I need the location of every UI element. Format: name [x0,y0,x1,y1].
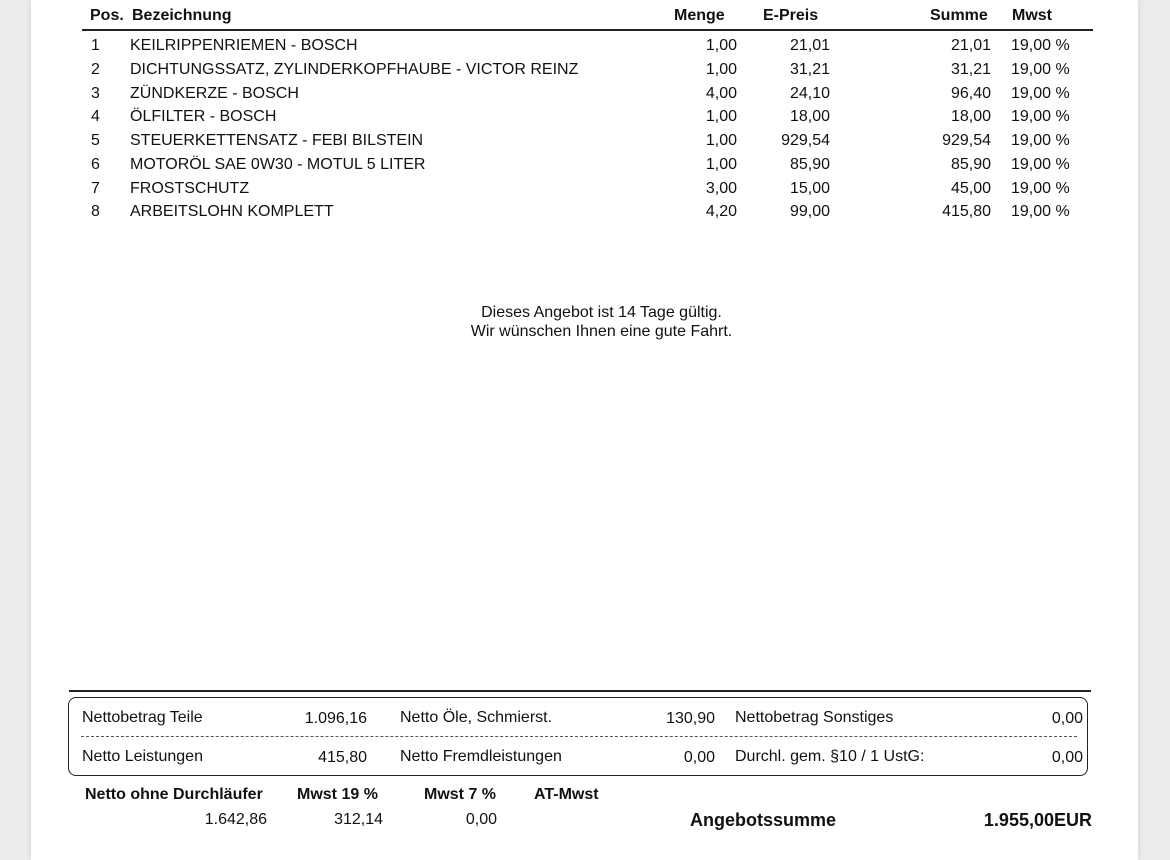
note-validity: Dieses Angebot ist 14 Tage gültig. [481,304,722,321]
table-row [31,132,1138,155]
row-mwst: 19,00 % [1011,180,1070,197]
row-epreis: 31,21 [789,61,830,78]
row-summe: 18,00 [950,108,991,125]
row-menge: 1,00 [705,156,737,173]
row-menge: 3,00 [705,180,737,197]
row-summe: 96,40 [950,85,991,102]
row-pos: 2 [91,61,100,78]
header-bezeichnung: Bezeichnung [132,7,232,24]
row-epreis: 99,00 [789,203,830,220]
header-menge: Menge [674,7,725,24]
row-epreis: 18,00 [789,108,830,125]
at-mwst-label: AT-Mwst [534,786,599,803]
row-summe: 85,90 [950,156,991,173]
row-menge: 1,00 [705,132,737,149]
row-pos: 6 [91,156,100,173]
row-mwst: 19,00 % [1011,156,1070,173]
totals-box [68,697,1088,776]
table-row [31,156,1138,179]
table-row [31,180,1138,203]
row-description: ZÜNDKERZE - BOSCH [130,85,299,102]
row-epreis: 15,00 [789,180,830,197]
row-mwst: 19,00 % [1011,203,1070,220]
netto-fremd-value: 0,00 [683,749,715,766]
table-row [31,85,1138,108]
header-summe: Summe [930,7,988,24]
netto-teile-label: Nettobetrag Teile [82,709,203,726]
header-pos: Pos. [90,7,124,24]
row-summe: 415,80 [942,203,991,220]
row-description: ARBEITSLOHN KOMPLETT [130,203,334,220]
table-row [31,203,1138,226]
row-menge: 4,20 [705,203,737,220]
header-rule [82,29,1093,31]
footer-rule [69,690,1091,692]
row-summe: 929,54 [942,132,991,149]
row-description: ÖLFILTER - BOSCH [130,108,277,125]
row-mwst: 19,00 % [1011,61,1070,78]
row-epreis: 929,54 [781,132,830,149]
durchl-label: Durchl. gem. §10 / 1 UstG: [735,748,925,765]
row-description: MOTORÖL SAE 0W30 - MOTUL 5 LITER [130,156,426,173]
netto-ohne-value: 1.642,86 [204,811,267,828]
netto-oele-value: 130,90 [666,710,715,727]
mwst19-value: 312,14 [334,811,383,828]
netto-leistungen-value: 415,80 [318,749,367,766]
netto-fremd-label: Netto Fremdleistungen [400,748,562,765]
row-pos: 5 [91,132,100,149]
row-description: KEILRIPPENRIEMEN - BOSCH [130,37,358,54]
row-mwst: 19,00 % [1011,37,1070,54]
table-row [31,61,1138,84]
row-menge: 1,00 [705,37,737,54]
table-row [31,37,1138,60]
row-summe: 21,01 [950,37,991,54]
row-description: STEUERKETTENSATZ - FEBI BILSTEIN [130,132,424,149]
row-menge: 4,00 [705,85,737,102]
table-row [31,108,1138,131]
row-pos: 1 [91,37,100,54]
row-mwst: 19,00 % [1011,132,1070,149]
offer-notes [31,303,1138,341]
row-pos: 3 [91,85,100,102]
netto-oele-label: Netto Öle, Schmierst. [400,709,553,726]
row-mwst: 19,00 % [1011,108,1070,125]
mwst7-label: Mwst 7 % [424,786,497,803]
header-mwst: Mwst [1012,7,1052,24]
netto-ohne-label: Netto ohne Durchläufer [85,786,263,803]
row-epreis: 85,90 [789,156,830,173]
durchl-value: 0,00 [1051,749,1083,766]
row-menge: 1,00 [705,108,737,125]
row-mwst: 19,00 % [1011,85,1070,102]
row-epreis: 24,10 [789,85,830,102]
netto-sonstiges-value: 0,00 [1051,710,1083,727]
header-epreis: E-Preis [763,7,819,24]
row-summe: 45,00 [950,180,991,197]
netto-leistungen-label: Netto Leistungen [82,748,203,765]
angebotssumme-label: Angebotssumme [690,810,837,830]
dashed-separator [81,736,1077,737]
row-description: FROSTSCHUTZ [130,180,250,197]
row-pos: 8 [91,203,100,220]
row-pos: 4 [91,108,100,125]
document-page [31,0,1138,860]
mwst19-label: Mwst 19 % [297,786,378,803]
mwst7-value: 0,00 [465,811,497,828]
netto-teile-value: 1.096,16 [304,710,367,727]
row-menge: 1,00 [705,61,737,78]
row-description: DICHTUNGSSATZ, ZYLINDERKOPFHAUBE - VICTOR REINZ [130,61,579,78]
netto-sonstiges-label: Nettobetrag Sonstiges [735,709,894,726]
note-greeting: Wir wünschen Ihnen eine gute Fahrt. [470,323,733,340]
angebotssumme-value: 1.955,00EUR [983,810,1092,830]
row-epreis: 21,01 [789,37,830,54]
row-summe: 31,21 [950,61,991,78]
row-pos: 7 [91,180,100,197]
